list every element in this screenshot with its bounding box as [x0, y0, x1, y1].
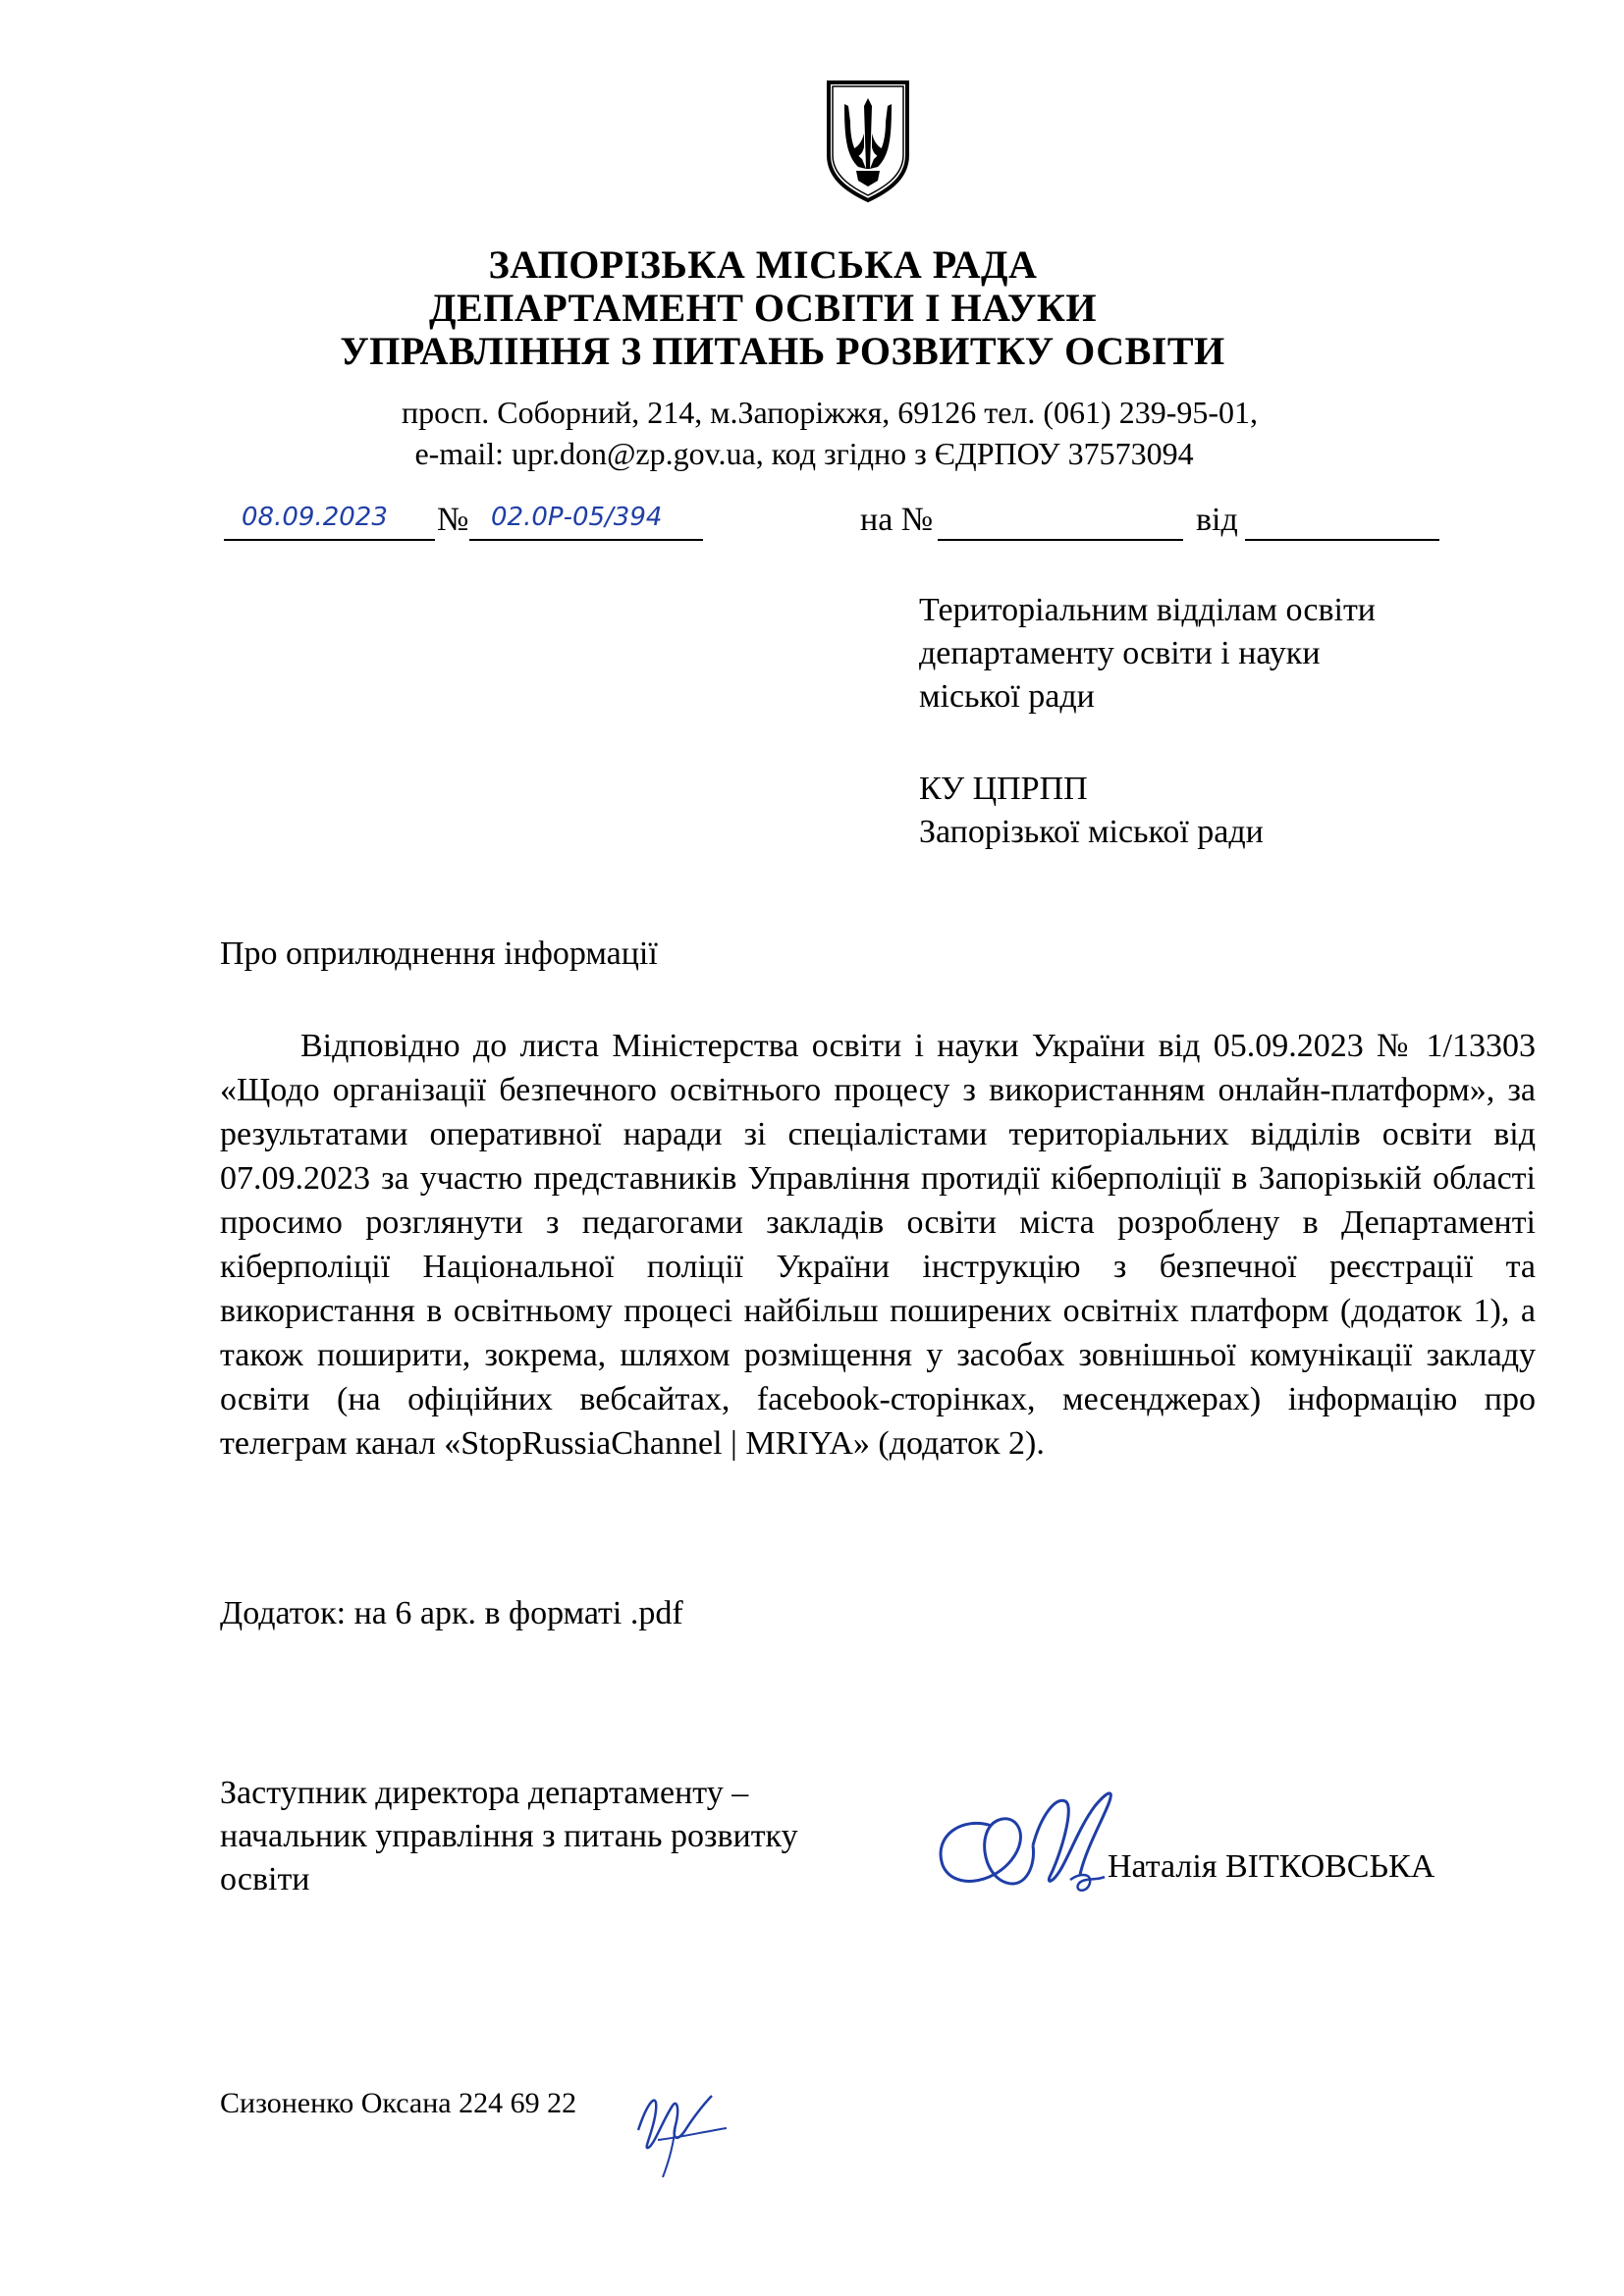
recipient-line: КУ ЦПРПП	[919, 771, 1088, 807]
reply-date-label: від	[1196, 502, 1238, 538]
signer-title-line: начальник управління з питань розвитку	[220, 1818, 798, 1854]
contacts-line: e-mail: upr.don@zp.gov.ua, код згідно з ЄДРПОУ 37573094	[414, 436, 1194, 471]
reply-date-underline	[1245, 538, 1439, 541]
reply-number-label: на №	[860, 502, 934, 538]
signer-name: Наталія ВІТКОВСЬКА	[1108, 1848, 1435, 1885]
signer-title-line: освіти	[220, 1861, 310, 1897]
letter-body: Відповідно до листа Міністерства освіти і науки України від 05.09.2023 № 1/13303 «Щодо організації безпечного освітнього процесу з використанням онлайн-платформ», за результатами оперативної наради зі спеціалістами територіальних відділів освіти від 07.09.2023 за участю представників Управління протидії кіберполіції в Запорізькій області просимо розглянути з педагогами закладів освіти міста розроблену в Департаменті кіберполіції Національної поліції України інструкцію з безпечної реєстрації та використання в освітньому процесі найбільш поширених освітніх платформ (додаток 1), а також поширити, зокрема, шляхом розміщення у засобах зовнішньої комунікації закладу освіти (на офіційних вебсайтах, facebook-сторінках, месенджерах) інформацію про телеграм канал «StopRussiaChannel | MRIYA» (додаток 2).	[220, 1028, 1536, 1462]
recipient-line: міської ради	[919, 678, 1095, 715]
office-title: УПРАВЛІННЯ З ПИТАНЬ РОЗВИТКУ ОСВІТИ	[340, 329, 1225, 373]
signer-title-line: Заступник директора департаменту –	[220, 1775, 749, 1811]
registration-number: 02.0Р-05/394	[491, 503, 663, 532]
recipient-block	[919, 768, 1469, 854]
signer-title	[220, 1772, 907, 1901]
registration-date: 08.09.2023	[242, 503, 388, 532]
recipient-line: департаменту освіти і науки	[919, 635, 1321, 671]
department-title: ДЕПАРТАМЕНТ ОСВІТИ І НАУКИ	[429, 286, 1097, 330]
letter-subject: Про оприлюднення інформації	[220, 935, 658, 972]
city-council-title: ЗАПОРІЗЬКА МІСЬКА РАДА	[488, 242, 1038, 287]
handwritten-signature	[923, 1767, 1139, 1914]
number-label: №	[437, 502, 469, 538]
date-underline	[224, 538, 435, 541]
executor-contact: Сизоненко Оксана 224 69 22	[220, 2087, 577, 2119]
executor-initials-signature	[619, 2071, 736, 2179]
trident-coat-of-arms-icon	[823, 79, 913, 204]
recipient-line: Запорізької міської ради	[919, 814, 1264, 850]
reply-number-underline	[938, 538, 1183, 541]
attachment-note: Додаток: на 6 арк. в форматі .pdf	[220, 1595, 683, 1631]
number-underline	[469, 538, 703, 541]
recipient-block	[919, 589, 1469, 719]
recipient-line: Територіальним відділам освіти	[919, 592, 1376, 628]
address-line: просп. Соборний, 214, м.Запоріжжя, 69126 тел. (061) 239-95-01,	[401, 395, 1259, 430]
